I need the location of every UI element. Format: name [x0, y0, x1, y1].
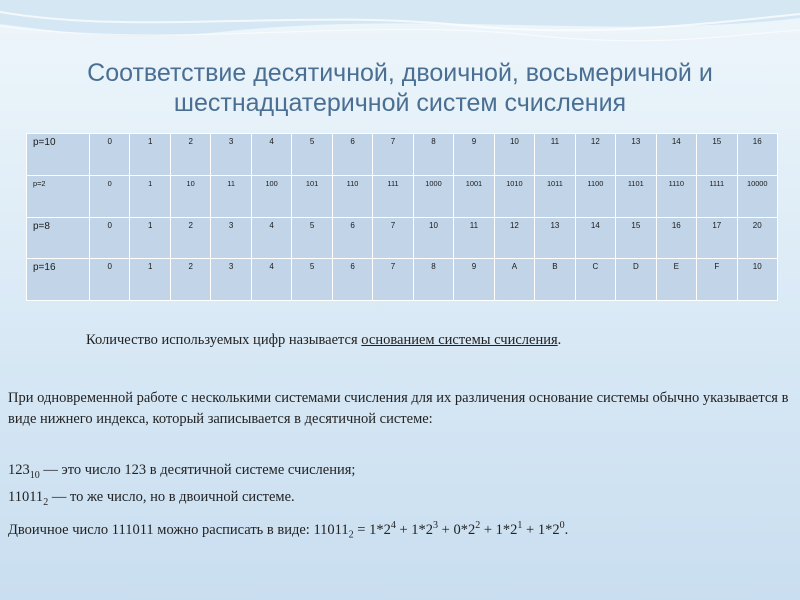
- table-cell: 11: [211, 175, 251, 217]
- example-binary-number: 11011: [8, 489, 44, 505]
- table-cell: A: [494, 259, 534, 301]
- table-cell: 7: [373, 217, 413, 259]
- table-cell: 3: [211, 134, 251, 176]
- table-cell: 10: [170, 175, 210, 217]
- table-cell: 12: [575, 134, 615, 176]
- table-cell: 5: [292, 217, 332, 259]
- table-cell: 13: [616, 134, 656, 176]
- table-row: [27, 134, 778, 176]
- table-cell: 7: [373, 134, 413, 176]
- expansion-number: 11011: [313, 521, 349, 538]
- table-cell: B: [535, 259, 575, 301]
- number-systems-table: [26, 133, 778, 301]
- table-cell: 10: [413, 217, 453, 259]
- table-cell: 1000: [413, 175, 453, 217]
- table-cell: 10: [494, 134, 534, 176]
- expansion-exp-5: 0: [559, 520, 565, 531]
- basis-term: основанием системы счисления: [361, 332, 558, 348]
- title-line-2: шестнадцатеричной систем счисления: [173, 89, 627, 117]
- expansion-end: .: [564, 521, 569, 538]
- table-row: [27, 175, 778, 217]
- table-cell: 2: [170, 259, 210, 301]
- table-cell: 1110: [656, 175, 696, 217]
- example-decimal-base: 10: [29, 469, 40, 481]
- table-cell: 9: [454, 134, 494, 176]
- table-cell: 0: [90, 175, 130, 217]
- table-cell: 14: [575, 217, 615, 259]
- table-cell: 110: [332, 175, 372, 217]
- table-cell: 2: [170, 217, 210, 259]
- example-decimal: [8, 460, 792, 486]
- table-body: [27, 134, 778, 301]
- table-cell: 2: [170, 134, 210, 176]
- expansion-exp-1: 4: [390, 520, 396, 531]
- basis-text-before: Количество используемых цифр называется: [86, 332, 362, 348]
- table-cell: E: [656, 259, 696, 301]
- table-cell: 100: [251, 175, 291, 217]
- table-cell: D: [616, 259, 656, 301]
- binary-expansion: [8, 515, 792, 546]
- table-cell: 6: [332, 259, 372, 301]
- expansion-term-3: + 0*2: [438, 521, 476, 538]
- expansion-term-4: + 1*2: [480, 521, 518, 538]
- table-cell: 11: [535, 134, 575, 176]
- expansion-base: 2: [348, 529, 354, 541]
- table-cell: 1: [130, 259, 170, 301]
- row-header: p=8: [27, 217, 90, 259]
- table-cell: 5: [292, 259, 332, 301]
- table-cell: 16: [656, 217, 696, 259]
- table-row: [27, 259, 778, 301]
- table-cell: 1001: [454, 175, 494, 217]
- table-cell: 10: [737, 259, 778, 301]
- table-cell: 12: [494, 217, 534, 259]
- expansion-term-2: + 1*2: [395, 521, 434, 538]
- basis-text-after: .: [557, 332, 562, 348]
- table-cell: 8: [413, 259, 453, 301]
- table-cell: 4: [251, 259, 291, 301]
- table-cell: F: [697, 259, 737, 301]
- title-line-1: Соответствие десятичной, двоичной, восьмеричной и: [87, 59, 713, 87]
- table-cell: 6: [332, 134, 372, 176]
- expansion-term-5: + 1*2: [522, 521, 560, 538]
- table-cell: 7: [373, 259, 413, 301]
- row-header: p=10: [27, 134, 90, 176]
- expansion-exp-2: 3: [433, 520, 439, 531]
- example-binary-text: — то же число, но в двоичной системе.: [48, 489, 295, 505]
- expansion-exp-3: 2: [475, 520, 481, 531]
- expansion-term-1: = 1*2: [353, 521, 391, 538]
- table-cell: 4: [251, 134, 291, 176]
- table-cell: 0: [90, 134, 130, 176]
- table-cell: 14: [656, 134, 696, 176]
- table-cell: 20: [737, 217, 778, 259]
- example-binary: [8, 487, 792, 513]
- table-cell: 13: [535, 217, 575, 259]
- table-cell: 17: [697, 217, 737, 259]
- table-cell: 111: [373, 175, 413, 217]
- example-decimal-text: — это число 123 в десятичной системе счисления;: [39, 462, 356, 478]
- table-row: [27, 217, 778, 259]
- expansion-exp-4: 1: [517, 520, 523, 531]
- table-cell: 3: [211, 259, 251, 301]
- basis-definition: [86, 330, 736, 351]
- table-cell: 10000: [737, 175, 778, 217]
- table-cell: 1011: [535, 175, 575, 217]
- table-cell: 3: [211, 217, 251, 259]
- table-cell: 1: [130, 134, 170, 176]
- row-header: p=2: [27, 175, 90, 217]
- explanation-paragraph: При одновременной работе с несколькими системами счисления для их различения основание системы обычно указывается в виде нижнего индекса, который записывается в десятичной системе:: [8, 390, 789, 427]
- table-cell: C: [575, 259, 615, 301]
- table-cell: 16: [737, 134, 778, 176]
- table-cell: 15: [697, 134, 737, 176]
- expansion-prefix: Двоичное число 111011 можно расписать в виде:: [8, 521, 314, 538]
- example-decimal-number: 123: [8, 462, 30, 478]
- table-cell: 8: [413, 134, 453, 176]
- row-header: p=16: [27, 259, 90, 301]
- table-cell: 0: [90, 259, 130, 301]
- table-cell: 1100: [575, 175, 615, 217]
- table-cell: 11: [454, 217, 494, 259]
- table-cell: 0: [90, 217, 130, 259]
- table-cell: 9: [454, 259, 494, 301]
- table-cell: 1101: [616, 175, 656, 217]
- table-cell: 1010: [494, 175, 534, 217]
- table-cell: 1: [130, 175, 170, 217]
- table-cell: 4: [251, 217, 291, 259]
- table-cell: 5: [292, 134, 332, 176]
- table-cell: 15: [616, 217, 656, 259]
- slide-title: [20, 58, 780, 118]
- table-cell: 6: [332, 217, 372, 259]
- table-cell: 1: [130, 217, 170, 259]
- table-cell: 1111: [697, 175, 737, 217]
- example-binary-base: 2: [43, 496, 49, 508]
- table-cell: 101: [292, 175, 332, 217]
